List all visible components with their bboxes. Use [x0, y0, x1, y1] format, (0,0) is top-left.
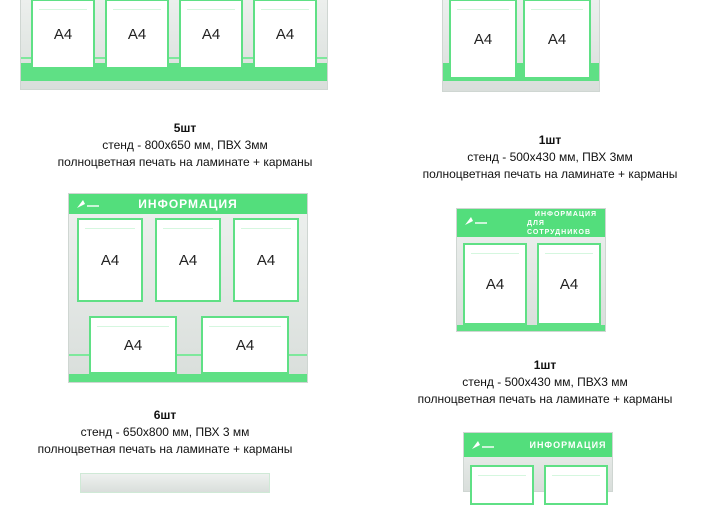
- stand-1-pocket-3: [179, 0, 243, 69]
- stand-1-spec: стенд - 800x650 мм, ПВХ 3мм: [102, 138, 268, 152]
- stand-3-pocket-3: [233, 218, 299, 302]
- pocket-label: A4: [127, 25, 147, 43]
- stand-4-print: полноцветная печать на ламинате + карманы: [417, 392, 673, 406]
- stand-3-print: полноцветная печать на ламинате + карманы: [37, 442, 293, 456]
- pocket-label: A4: [123, 336, 143, 354]
- stand-2-pocket-2: [523, 0, 591, 79]
- stand-4: [456, 208, 606, 332]
- stand-3-header-title: ИНФОРМАЦИЯ: [138, 197, 238, 211]
- stand-3-header: [69, 194, 307, 214]
- stand-5-header-title: ИНФОРМАЦИЯ: [529, 440, 607, 450]
- stand-5-pocket-2: [544, 465, 608, 505]
- stand-4-header-line1: ИНФОРМАЦИЯ: [534, 210, 598, 218]
- stand-4-pocket-1: [463, 243, 527, 325]
- pocket-label: A4: [100, 251, 120, 269]
- logo-icon: [463, 215, 489, 227]
- stand-4-spec: стенд - 500x430 мм, ПВХ3 мм: [462, 375, 628, 389]
- pocket-label: A4: [256, 251, 276, 269]
- stand-2-qty: 1шт: [538, 133, 562, 147]
- stand-3: [68, 193, 308, 383]
- stand-5-header: [464, 433, 612, 457]
- pocket-label: A4: [178, 251, 198, 269]
- pocket-label: A4: [275, 25, 295, 43]
- stand-4-qty: 1шт: [533, 358, 557, 372]
- stand-3-caption: [0, 407, 330, 458]
- stand-2-pocket-1: [449, 0, 517, 79]
- logo-icon: [75, 198, 101, 210]
- pocket-label: A4: [235, 336, 255, 354]
- pocket-label: A4: [201, 25, 221, 43]
- stand-4-header-line2: ДЛЯ СОТРУДНИКОВ: [527, 219, 592, 236]
- stand-1-pocket-2: [105, 0, 169, 69]
- stand-4-bottom-bar: [457, 325, 605, 331]
- stand-2-print: полноцветная печать на ламинате + карманы: [422, 167, 678, 181]
- stand-5: [463, 432, 613, 492]
- stand-2-caption: [370, 132, 720, 183]
- pocket-label: A4: [547, 30, 567, 48]
- stand-3-spec: стенд - 650x800 мм, ПВХ 3 мм: [80, 425, 250, 439]
- stand-5-pocket-1: [470, 465, 534, 505]
- stand-1-pocket-1: [31, 0, 95, 69]
- stand-1: [20, 0, 328, 90]
- stand-4-pocket-2: [537, 243, 601, 325]
- stand-3-qty: 6шт: [153, 408, 177, 422]
- stand-3-pocket-5: [201, 316, 289, 374]
- stand-3-bottom-bar: [69, 374, 307, 382]
- stand-1-pocket-4: [253, 0, 317, 69]
- stand-4-caption: [370, 357, 720, 408]
- stand-6: [80, 473, 270, 493]
- stand-3-pocket-2: [155, 218, 221, 302]
- stand-4-header: [457, 209, 605, 237]
- stand-3-pocket-4: [89, 316, 177, 374]
- pocket-label: A4: [559, 275, 579, 293]
- stand-2: [442, 0, 600, 92]
- pocket-label: A4: [485, 275, 505, 293]
- stand-1-qty: 5шт: [173, 121, 197, 135]
- pocket-label: A4: [53, 25, 73, 43]
- stand-3-pocket-1: [77, 218, 143, 302]
- stand-1-caption: [0, 120, 370, 171]
- pocket-label: A4: [473, 30, 493, 48]
- logo-icon: [470, 439, 496, 451]
- stand-2-spec: стенд - 500x430 мм, ПВХ 3мм: [467, 150, 633, 164]
- stand-1-print: полноцветная печать на ламинате + карманы: [57, 155, 313, 169]
